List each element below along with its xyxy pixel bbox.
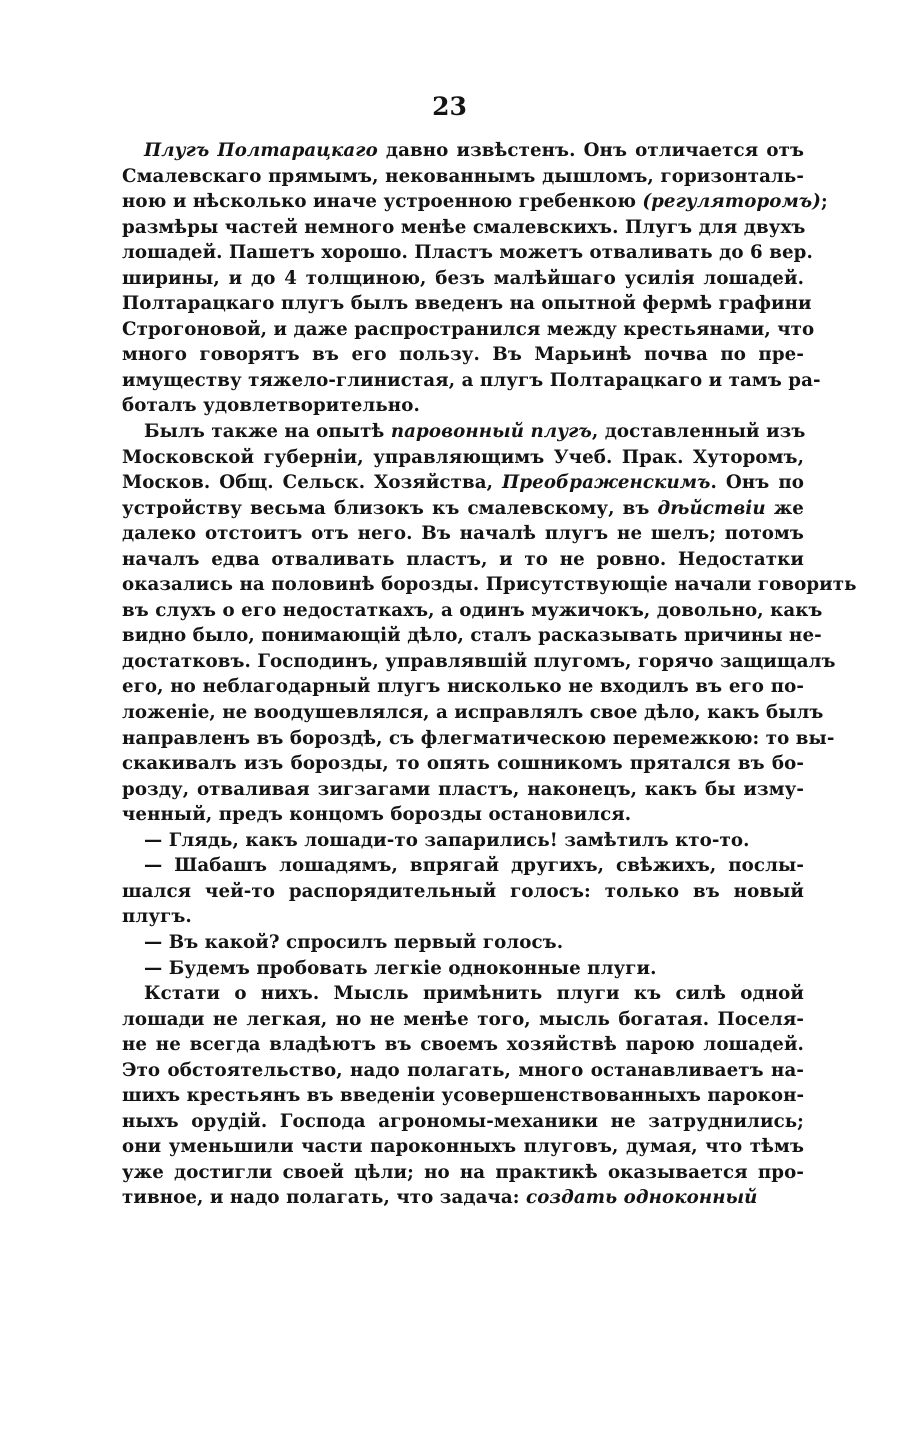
text-line bbox=[122, 393, 804, 419]
text-segment: же bbox=[765, 497, 804, 519]
text-segment: Плугъ Полтарацкаго bbox=[144, 140, 378, 161]
text-segment: плугъ. bbox=[122, 906, 192, 928]
text-line bbox=[122, 853, 804, 879]
text-segment: Московской губерніи, управляющимъ Учеб. Прак. Хуторомъ, bbox=[122, 446, 804, 468]
text-line bbox=[122, 956, 804, 982]
text-segment: размѣры частей немного менѣе смалевскихъ. Плугъ для двухъ bbox=[122, 216, 806, 238]
body-text bbox=[122, 138, 857, 1211]
text-segment: ложеніе, не воодушевлялся, а исправлялъ свое дѣло, какъ былъ bbox=[122, 702, 824, 724]
text-line bbox=[122, 904, 804, 930]
text-segment: лошади не легкая, но не менѣе того, мысль богатая. Поселя- bbox=[122, 1008, 804, 1030]
text-segment: Смалевскаго прямымъ, некованнымъ дышломъ, горизонталь- bbox=[122, 165, 804, 187]
text-segment: началъ едва отваливать пластъ, и то не ровно. Недостатки bbox=[122, 548, 804, 570]
text-line bbox=[122, 215, 804, 241]
text-line bbox=[122, 1134, 804, 1160]
text-line bbox=[122, 1109, 804, 1135]
text-segment: достатковъ. Господинъ, управлявшій плугомъ, горячо защищалъ bbox=[122, 650, 836, 672]
text-line bbox=[122, 521, 804, 547]
text-line bbox=[122, 674, 804, 700]
text-segment: лошадей. Пашетъ хорошо. Пластъ можетъ отваливать до 6 вер. bbox=[122, 242, 813, 264]
text-segment: много говорятъ въ его пользу. Въ Марьинѣ почва по пре- bbox=[122, 344, 804, 366]
text-segment: Былъ также на опытѣ bbox=[144, 421, 391, 443]
text-line bbox=[122, 828, 804, 854]
text-segment: видно было, понимающій дѣло, сталъ расказывать причины не- bbox=[122, 625, 822, 647]
page-number: 23 bbox=[432, 92, 467, 121]
text-segment: они уменьшили части пароконныхъ плуговъ, думая, что тѣмъ bbox=[122, 1136, 804, 1158]
text-segment: не не всегда владѣютъ въ своемъ хозяйствѣ парою лошадей. bbox=[122, 1034, 804, 1056]
text-line bbox=[122, 700, 824, 726]
text-line bbox=[122, 623, 822, 649]
text-line bbox=[122, 930, 804, 956]
text-line bbox=[122, 598, 823, 624]
text-line bbox=[122, 1185, 804, 1211]
text-line bbox=[122, 572, 857, 598]
text-segment: — Будемъ пробовать легкіе одноконные плуги. bbox=[144, 957, 657, 979]
text-segment: ныхъ орудій. Господа агрономы-механики не затруднились; bbox=[122, 1110, 804, 1132]
text-line bbox=[122, 1058, 804, 1084]
text-segment: Это обстоятельство, надо полагать, много останавливаетъ на- bbox=[122, 1059, 804, 1081]
text-segment: Преображенскимъ bbox=[502, 472, 711, 494]
text-segment: шался чей-то распорядительный голосъ: только въ новый bbox=[122, 880, 804, 902]
text-segment: — Шабашъ лошадямъ, впрягай другихъ, свѣжихъ, послы- bbox=[144, 855, 804, 877]
text-segment: — Глядь, какъ лошади-то запарились! замѣтилъ кто-то. bbox=[144, 829, 750, 851]
text-segment: боталъ удовлетворительно. bbox=[122, 395, 420, 417]
text-segment: далеко отстоитъ отъ него. Въ началѣ плугъ не шелъ; потомъ bbox=[122, 523, 804, 545]
text-segment: ченный, предъ концомъ борозды остановился. bbox=[122, 804, 632, 826]
text-segment: . Онъ по bbox=[710, 472, 804, 494]
text-segment: розду, отваливая зигзагами пластъ, наконецъ, какъ бы изму- bbox=[122, 778, 804, 800]
text-segment: его, но неблагодарный плугъ нисколько не входилъ въ его по- bbox=[122, 676, 804, 698]
text-segment: , доставленный изъ bbox=[591, 421, 806, 443]
text-segment: дѣйствіи bbox=[657, 497, 766, 519]
text-line bbox=[122, 291, 812, 317]
text-segment: шихъ крестьянъ въ введеніи усовершенствованныхъ парокон- bbox=[122, 1085, 805, 1107]
text-segment: устройству весьма близокъ къ смалевскому, въ bbox=[122, 497, 658, 519]
text-line bbox=[122, 368, 821, 394]
text-line bbox=[122, 879, 804, 905]
text-line bbox=[122, 802, 804, 828]
text-line bbox=[122, 189, 828, 215]
text-segment: уже достигли своей цѣли; но на практикѣ оказывается про- bbox=[122, 1161, 804, 1183]
text-segment: Строгоновой, и даже распространился между крестьянами, что bbox=[122, 318, 815, 340]
text-line bbox=[122, 981, 804, 1007]
text-line bbox=[122, 419, 804, 445]
text-segment: скакивалъ изъ борозды, то опять сошникомъ прятался въ бо- bbox=[122, 753, 804, 775]
text-line bbox=[122, 138, 804, 164]
text-line bbox=[122, 470, 804, 496]
text-segment: Полтарацкаго плугъ былъ введенъ на опытной фермѣ графини bbox=[122, 293, 812, 315]
text-segment: въ слухъ о его недостаткахъ, а одинъ мужичокъ, довольно, какъ bbox=[122, 599, 823, 621]
text-line bbox=[122, 164, 804, 190]
text-segment: паровонный плугъ bbox=[390, 421, 592, 443]
text-line bbox=[122, 342, 804, 368]
text-segment: тивное, и надо полагать, что задача: bbox=[122, 1187, 527, 1209]
text-segment: направленъ въ бороздѣ, съ флегматическою перемежкою: то вы- bbox=[122, 727, 835, 749]
text-segment: создать одноконный bbox=[526, 1187, 758, 1209]
text-segment: (регуляторомъ) bbox=[642, 191, 821, 213]
text-line bbox=[122, 240, 813, 266]
text-line bbox=[122, 1032, 804, 1058]
text-line bbox=[122, 777, 804, 803]
text-segment: Кстати о нихъ. Мысль примѣнить плуги къ силѣ одной bbox=[144, 983, 804, 1005]
text-line bbox=[122, 317, 815, 343]
text-line bbox=[122, 751, 804, 777]
text-segment: оказались на половинѣ борозды. Присутствующіе начали говорить bbox=[122, 574, 857, 596]
text-segment: ; bbox=[820, 191, 828, 213]
text-line bbox=[122, 1083, 804, 1109]
text-segment: — Въ какой? спросилъ первый голосъ. bbox=[144, 931, 564, 953]
text-segment: Москов. Общ. Сельск. Хозяйства, bbox=[122, 472, 503, 494]
text-line bbox=[122, 726, 835, 752]
text-line bbox=[122, 547, 804, 573]
text-segment: ширины, и до 4 толщиною, безъ малѣйшаго усилія лошадей. bbox=[122, 267, 804, 289]
text-segment: ною и нѣсколько иначе устроенною гребенкою bbox=[122, 191, 643, 213]
text-segment: давно извѣстенъ. Онъ отличается отъ bbox=[377, 140, 804, 161]
text-line bbox=[122, 1160, 804, 1186]
text-segment: имуществу тяжело-глинистая, а плугъ Полтарацкаго и тамъ ра- bbox=[122, 369, 821, 391]
text-line bbox=[122, 496, 804, 522]
text-line bbox=[122, 1007, 804, 1033]
text-line bbox=[122, 266, 804, 292]
text-line bbox=[122, 649, 836, 675]
text-line bbox=[122, 445, 804, 471]
